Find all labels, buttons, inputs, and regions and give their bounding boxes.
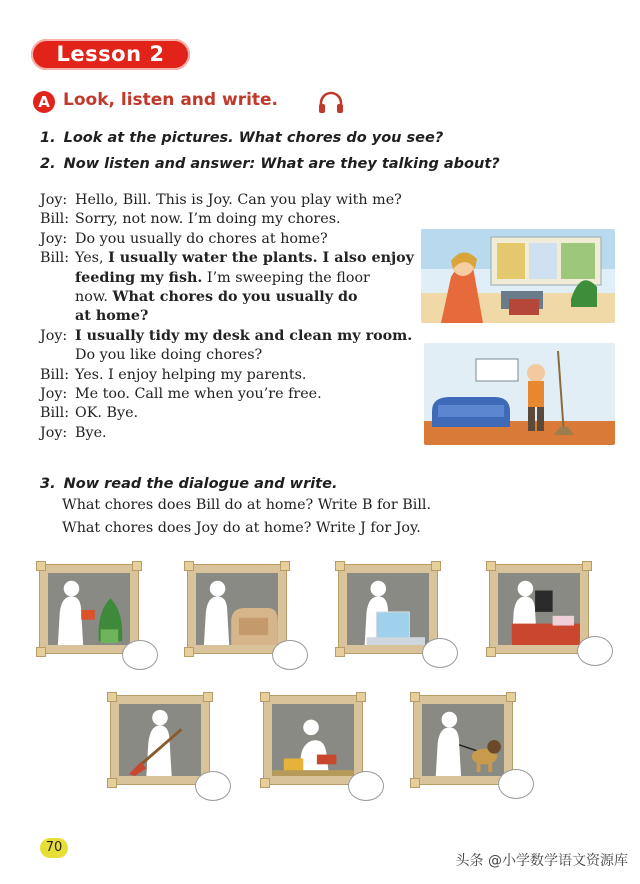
dialogue-speaker: Joy:	[40, 385, 68, 402]
dialogue-line	[40, 347, 440, 366]
answer-oval-5[interactable]	[195, 771, 231, 801]
question-3-line-joy: What chores does Joy do at home? Write J for Joy.	[62, 520, 421, 536]
dialogue-key-phrase: feeding my fish.	[75, 269, 203, 286]
dialogue-line	[40, 405, 440, 424]
bill-sweeping-illustration	[424, 343, 615, 445]
dialogue-speaker: Bill:	[40, 366, 70, 383]
headphones-icon[interactable]	[318, 91, 344, 115]
dialogue-text	[75, 405, 138, 421]
sofa-icon	[196, 573, 278, 645]
watermark: 头条 @小学数学语文资源库	[455, 853, 628, 869]
fish-tank-icon	[347, 573, 429, 645]
dog-icon	[422, 704, 504, 776]
dialogue-speaker: Joy:	[40, 230, 68, 247]
question-1: 1. Look at the pictures. What chores do you see?	[40, 130, 444, 146]
chore-picture-walking-dog	[413, 695, 513, 785]
dialogue-line	[40, 192, 440, 211]
chore-picture-feeding-fish	[338, 564, 438, 654]
chore-picture-sweeping-floor	[110, 695, 210, 785]
dialogue-text	[75, 270, 370, 286]
dialogue-speaker: Joy:	[40, 192, 68, 208]
dialogue-line	[40, 231, 440, 250]
dialogue-phrase: Sorry, not now. I’m doing my chores.	[75, 211, 341, 228]
lesson-title-pill	[31, 39, 190, 70]
dialogue-line	[40, 289, 440, 308]
answer-oval-6[interactable]	[348, 771, 384, 801]
section-title: Look, listen and write.	[63, 90, 279, 110]
dialogue-line	[40, 211, 440, 230]
dialogue-text	[75, 211, 341, 227]
dialogue-line	[40, 386, 440, 405]
dialogue-speaker: Joy:	[40, 424, 68, 441]
dialogue-speaker: Joy:	[40, 327, 68, 344]
question-3-line-bill: What chores does Bill do at home? Write B for Bill.	[62, 497, 432, 513]
dialogue-text	[75, 386, 322, 402]
dialogue-phrase: Hello, Bill. This is Joy. Can you play with me?	[75, 192, 402, 208]
answer-oval-7[interactable]	[498, 769, 534, 799]
chore-picture-watering-plants	[39, 564, 139, 654]
question-2: 2. Now listen and answer: What are they talking about?	[40, 156, 500, 172]
question-3: 3. Now read the dialogue and write.	[40, 476, 338, 492]
page-number: 70	[40, 838, 68, 858]
answer-oval-4[interactable]	[577, 636, 613, 666]
dialogue-phrase: Bye.	[75, 424, 107, 441]
dialogue-key-phrase: at home?	[75, 308, 149, 325]
dialogue-line	[40, 270, 440, 289]
dialogue-text	[75, 328, 412, 344]
answer-oval-2[interactable]	[272, 640, 308, 670]
dialogue-text	[75, 289, 358, 305]
dialogue-text	[75, 347, 262, 363]
chore-picture-cleaning-room	[263, 695, 363, 785]
section-badge: A	[33, 91, 55, 113]
dialogue-text	[75, 192, 402, 208]
dialogue-key-phrase: What chores do you usually do	[112, 288, 358, 305]
dialogue-phrase: Yes,	[75, 250, 109, 267]
chore-picture-tidying-desk	[489, 564, 589, 654]
dialogue-speaker: Bill:	[40, 405, 70, 422]
dialogue-speaker: Bill:	[40, 250, 70, 267]
dialogue-text	[75, 250, 414, 266]
dialogue-phrase: now.	[75, 288, 113, 305]
dialogue-key-phrase: I usually tidy my desk and clean my room.	[75, 327, 413, 344]
dialogue-phrase: Yes. I enjoy helping my parents.	[75, 366, 307, 383]
desk-icon	[498, 573, 580, 645]
dialogue-phrase: OK. Bye.	[75, 405, 139, 422]
answer-oval-1[interactable]	[122, 640, 158, 670]
dialogue-phrase: Do you like doing chores?	[75, 347, 263, 364]
chore-picture-tidying-sofa	[187, 564, 287, 654]
dialogue	[40, 192, 440, 444]
answer-oval-3[interactable]	[422, 638, 458, 668]
dialogue-line	[40, 425, 440, 444]
dialogue-speaker: Bill:	[40, 211, 70, 228]
bucket-icon	[272, 704, 354, 776]
dialogue-line	[40, 328, 440, 347]
broom-icon	[119, 704, 201, 776]
dialogue-key-phrase: I usually water the plants. I also enjoy	[108, 250, 414, 267]
dialogue-text	[75, 231, 328, 247]
dialogue-line	[40, 367, 440, 386]
joy-phone-illustration	[421, 229, 615, 323]
watering-can-icon	[48, 573, 130, 645]
dialogue-text	[75, 367, 306, 383]
lesson-title: Lesson 2	[56, 42, 165, 66]
dialogue-phrase: Do you usually do chores at home?	[75, 230, 328, 247]
dialogue-text	[75, 425, 107, 441]
dialogue-phrase: I’m sweeping the floor	[202, 269, 370, 286]
dialogue-phrase: Me too. Call me when you’re free.	[75, 385, 322, 402]
dialogue-text	[75, 308, 148, 324]
dialogue-line	[40, 308, 440, 327]
dialogue-line	[40, 250, 440, 269]
